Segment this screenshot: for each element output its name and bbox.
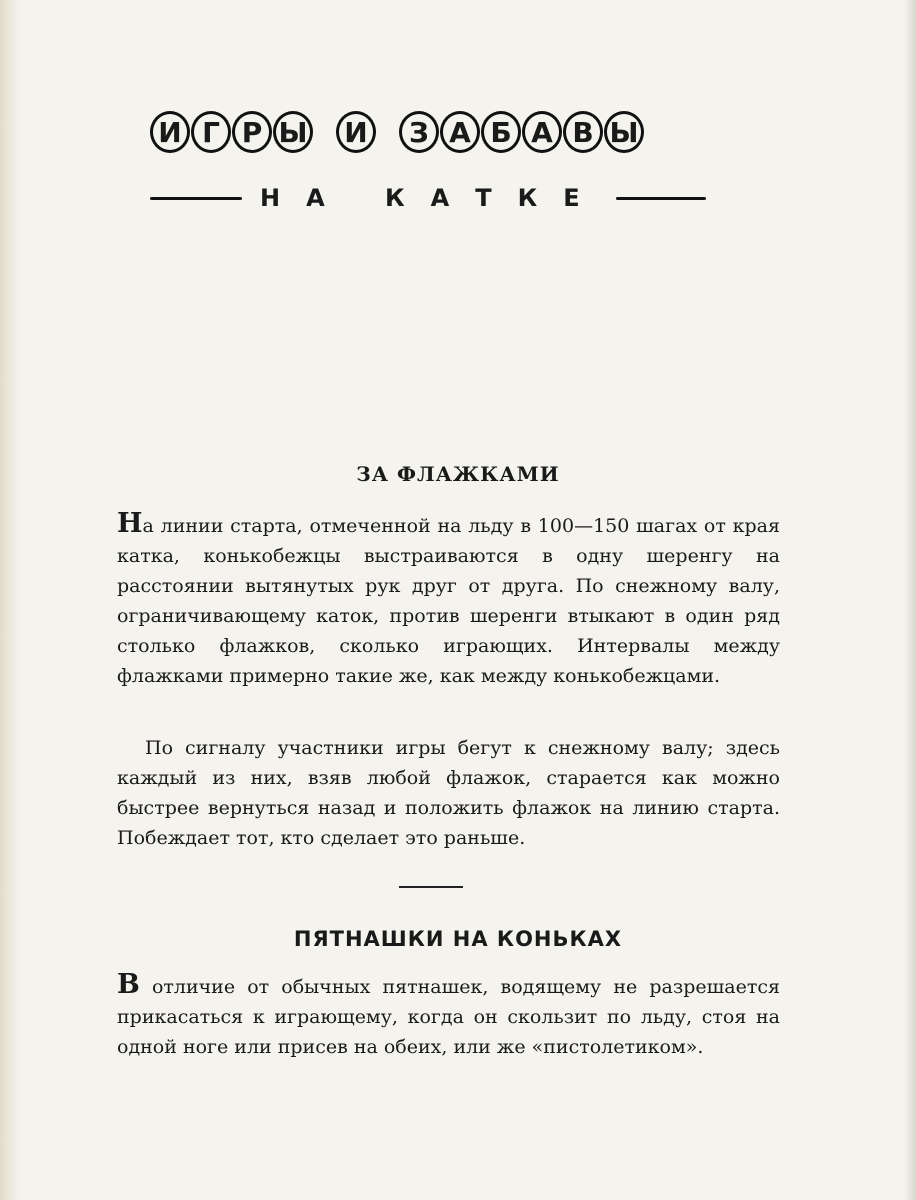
section-heading-flags: ЗА ФЛАЖКАМИ: [356, 462, 560, 486]
paragraph-flags-2: [117, 733, 780, 853]
paragraph-tag-1: [117, 970, 780, 1062]
title-circled-letter: В: [563, 111, 603, 153]
page-edge-shadow-right: [904, 0, 916, 1200]
title-circled-letter: А: [440, 111, 480, 153]
title-circled-letter: Р: [232, 111, 272, 153]
drop-cap: Н: [117, 508, 143, 539]
paragraph-text: отличие от обычных пятнашек, водящему не разрешается прикасаться к играющему, когда он скользит по льду, стоя на одной ноге или присев на обеих, или же «пистолетиком».: [117, 976, 780, 1058]
decorative-dash-left: [150, 197, 242, 200]
subtitle-text: НА КАТКЕ: [260, 184, 606, 212]
paragraph-flags-1: [117, 509, 780, 691]
title-circled-letter: Ы: [604, 111, 644, 153]
paragraph-text: По сигналу участники игры бегут к снежному валу; здесь каждый из них, взяв любой флажок, старается как можно быстрее вернуться назад и положить флажок на линию старта. Побеждает тот, кто сделает это раньше.: [117, 737, 780, 849]
paragraph-text: а линии старта, отмеченной на льду в 100—150 шагах от края катка, конькобежцы выстраиваются в одну шеренгу на расстоянии вытянутых рук друг от друга. По снежному валу, ограничивающему каток, против шеренги втыкают в один ряд столько флажков, сколько играющих. Интервалы между флажками примерно такие же, как между конькобежцами.: [117, 515, 780, 687]
page-edge-shadow: [0, 0, 22, 1200]
decorative-dash-right: [616, 197, 706, 200]
title-circled-letter: И: [336, 111, 376, 153]
section-divider: [399, 886, 463, 888]
title-circled-letter: Г: [191, 111, 231, 153]
section-heading-tag: ПЯТНАШКИ НА КОНЬКАХ: [293, 927, 623, 951]
page-title: [150, 104, 790, 160]
title-circled-letter: И: [150, 111, 190, 153]
title-circled-letter: Ы: [273, 111, 313, 153]
title-circled-letter: А: [522, 111, 562, 153]
title-circled-letter: Б: [481, 111, 521, 153]
title-circled-letter: З: [399, 111, 439, 153]
drop-cap: В: [117, 969, 140, 1000]
page-subtitle: [150, 178, 790, 218]
